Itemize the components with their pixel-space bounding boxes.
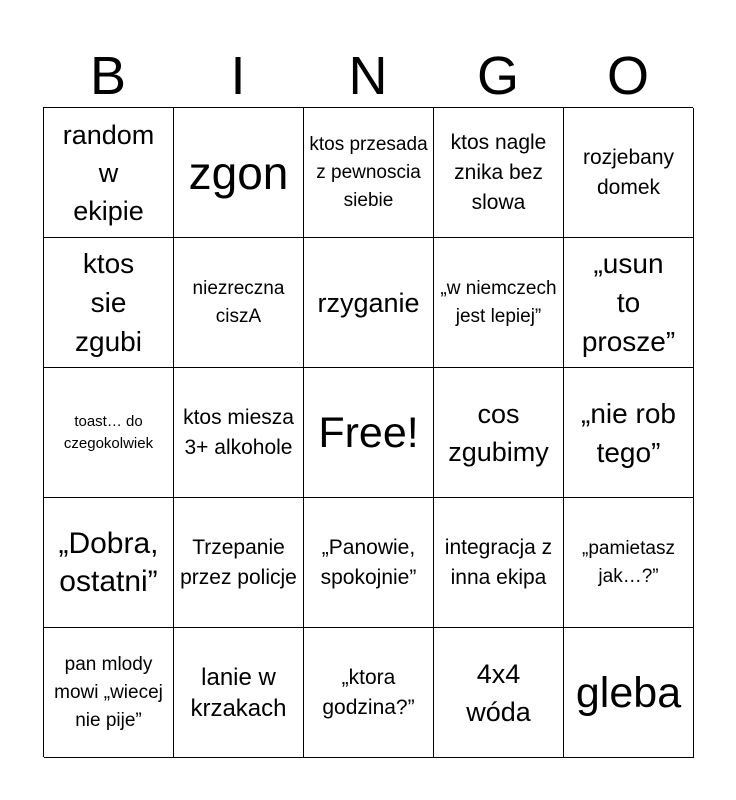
bingo-board	[43, 107, 693, 757]
bingo-cell-r2-c1[interactable]	[44, 238, 174, 368]
header-letter-n: N	[348, 46, 388, 106]
bingo-cell-r3-c4[interactable]	[434, 368, 564, 498]
bingo-cell-text: ktos sie zgubi	[75, 248, 142, 357]
bingo-cell-text: cos zgubimy	[448, 398, 549, 467]
bingo-cell-text: gleba	[575, 668, 682, 717]
bingo-cell-text: lanie w krzakach	[190, 663, 287, 722]
bingo-cell-r2-c2[interactable]	[174, 238, 304, 368]
bingo-header	[43, 44, 693, 108]
bingo-cell-text: zgon	[188, 146, 289, 199]
bingo-cell-r3-c1[interactable]	[44, 368, 174, 498]
bingo-cell-text: „ktora godzina?”	[322, 665, 415, 719]
bingo-cell-text: „usun to prosze”	[581, 248, 676, 357]
bingo-cell-text: toast… do czegokolwiek	[63, 412, 154, 452]
bingo-cell-text: random w ekipie	[62, 119, 155, 226]
bingo-cell-r1-c5[interactable]	[564, 108, 694, 238]
bingo-cell-r4-c1[interactable]	[44, 498, 174, 628]
bingo-cell-text: „pamietasz jak…?”	[582, 537, 675, 587]
header-letter-b: B	[89, 46, 127, 106]
bingo-cell-r1-c3[interactable]	[304, 108, 434, 238]
bingo-cell-text: „nie rob tego”	[581, 397, 676, 468]
bingo-cell-text: rzyganie	[317, 287, 420, 318]
bingo-cell-text: rozjebany domek	[582, 145, 675, 199]
header-letter-o: O	[606, 46, 649, 106]
bingo-cell-r1-c4[interactable]	[434, 108, 564, 238]
header-letter-g: G	[476, 46, 519, 106]
free-space-text: Free!	[318, 408, 419, 457]
bingo-cell-r5-c1[interactable]	[44, 628, 174, 758]
bingo-cell-r4-c4[interactable]	[434, 498, 564, 628]
bingo-cell-text: ktos nagle znika bez slowa	[450, 130, 547, 214]
bingo-cell-r1-c2[interactable]	[174, 108, 304, 238]
bingo-cell-text: „Panowie, spokojnie”	[320, 535, 417, 589]
bingo-cell-r1-c1[interactable]	[44, 108, 174, 238]
bingo-cell-r5-c2[interactable]	[174, 628, 304, 758]
bingo-cell-r2-c3[interactable]	[304, 238, 434, 368]
bingo-cell-text: „Dobra, ostatni”	[58, 526, 159, 598]
bingo-cell-r4-c2[interactable]	[174, 498, 304, 628]
bingo-cell-free[interactable]	[304, 368, 434, 498]
bingo-cell-text: pan mlody mowi „wiecej nie pije”	[54, 653, 163, 731]
bingo-cell-r2-c5[interactable]	[564, 238, 694, 368]
bingo-cell-text: integracja z inna ekipa	[444, 535, 553, 589]
bingo-cell-text: „w niemczech jest lepiej”	[440, 277, 557, 327]
bingo-cell-text: niezreczna ciszA	[192, 277, 285, 327]
bingo-cell-r4-c5[interactable]	[564, 498, 694, 628]
bingo-cell-text: 4x4 wóda	[466, 658, 531, 727]
bingo-cell-text: ktos przesada z pewnoscia siebie	[309, 133, 428, 211]
bingo-cell-r2-c4[interactable]	[434, 238, 564, 368]
bingo-cell-r5-c5[interactable]	[564, 628, 694, 758]
bingo-cell-r3-c5[interactable]	[564, 368, 694, 498]
bingo-cell-text: ktos miesza 3+ alkohole	[183, 405, 294, 459]
bingo-cell-r4-c3[interactable]	[304, 498, 434, 628]
header-letter-i: I	[230, 46, 246, 106]
bingo-cell-r3-c2[interactable]	[174, 368, 304, 498]
bingo-cell-r5-c4[interactable]	[434, 628, 564, 758]
bingo-cell-r5-c3[interactable]	[304, 628, 434, 758]
bingo-cell-text: Trzepanie przez policje	[180, 535, 297, 589]
